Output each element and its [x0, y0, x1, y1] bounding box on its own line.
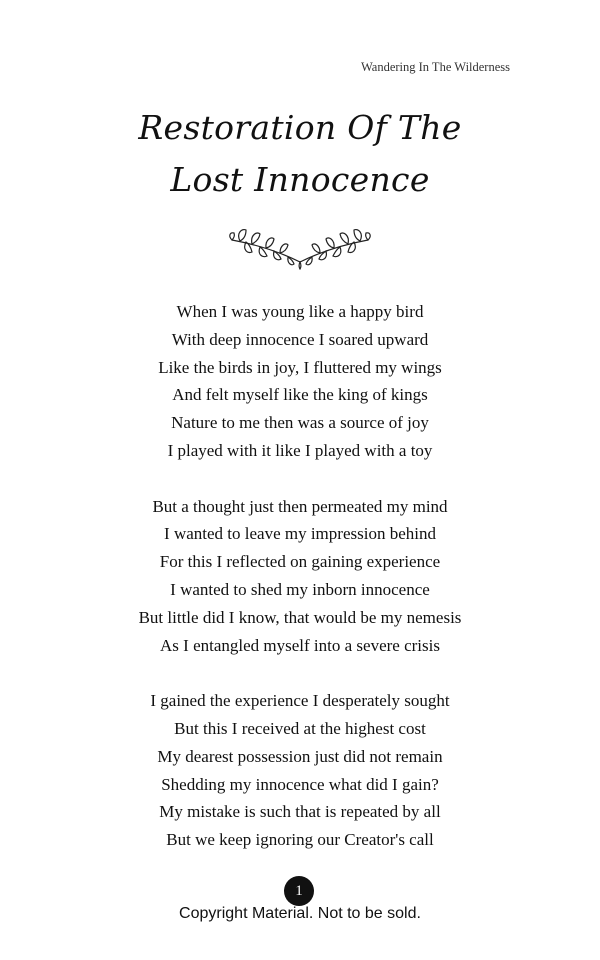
copyright-notice: Copyright Material. Not to be sold.	[179, 905, 421, 922]
poem-line: With deep innocence I soared upward	[171, 329, 429, 349]
poem-line: I gained the experience I desperately sought	[150, 691, 450, 711]
poem-line: Nature to me then was a source of joy	[171, 413, 429, 433]
poem-title-line-1: Restoration Of The	[138, 108, 462, 147]
poem-line: Shedding my innocence what did I gain?	[161, 774, 439, 794]
poem-line: But a thought just then permeated my mind	[152, 496, 448, 516]
stanza-2	[0, 493, 600, 660]
poem-line: But little did I know, that would be my nemesis	[138, 607, 462, 627]
stanza-3	[0, 687, 600, 854]
poem-line: I wanted to leave my impression behind	[164, 524, 436, 544]
page-number-badge: 1	[284, 876, 314, 906]
poem-title-line-2: Lost Innocence	[170, 160, 430, 199]
poem-line: When I was young like a happy bird	[176, 302, 424, 321]
laurel-branch-icon	[226, 220, 374, 270]
poem-line: I wanted to shed my inborn innocence	[170, 579, 430, 599]
poem-line: Like the birds in joy, I fluttered my wings	[158, 357, 442, 377]
poem-line: And felt myself like the king of kings	[172, 385, 428, 405]
poem-line: For this I reflected on gaining experience	[159, 552, 441, 572]
poem-line: My mistake is such that is repeated by all	[159, 802, 441, 822]
poem-line: As I entangled myself into a severe crisis	[160, 635, 440, 655]
poem-line: I played with it like I played with a toy	[167, 440, 433, 460]
poem-line: But we keep ignoring our Creator's call	[166, 830, 434, 850]
poem-line: My dearest possession just did not remain	[157, 746, 443, 766]
running-header: Wandering In The Wilderness	[360, 60, 510, 74]
stanza-1	[0, 298, 600, 465]
poem-title	[0, 102, 600, 206]
poem-line: But this I received at the highest cost	[174, 718, 426, 738]
poem-body	[0, 298, 600, 854]
